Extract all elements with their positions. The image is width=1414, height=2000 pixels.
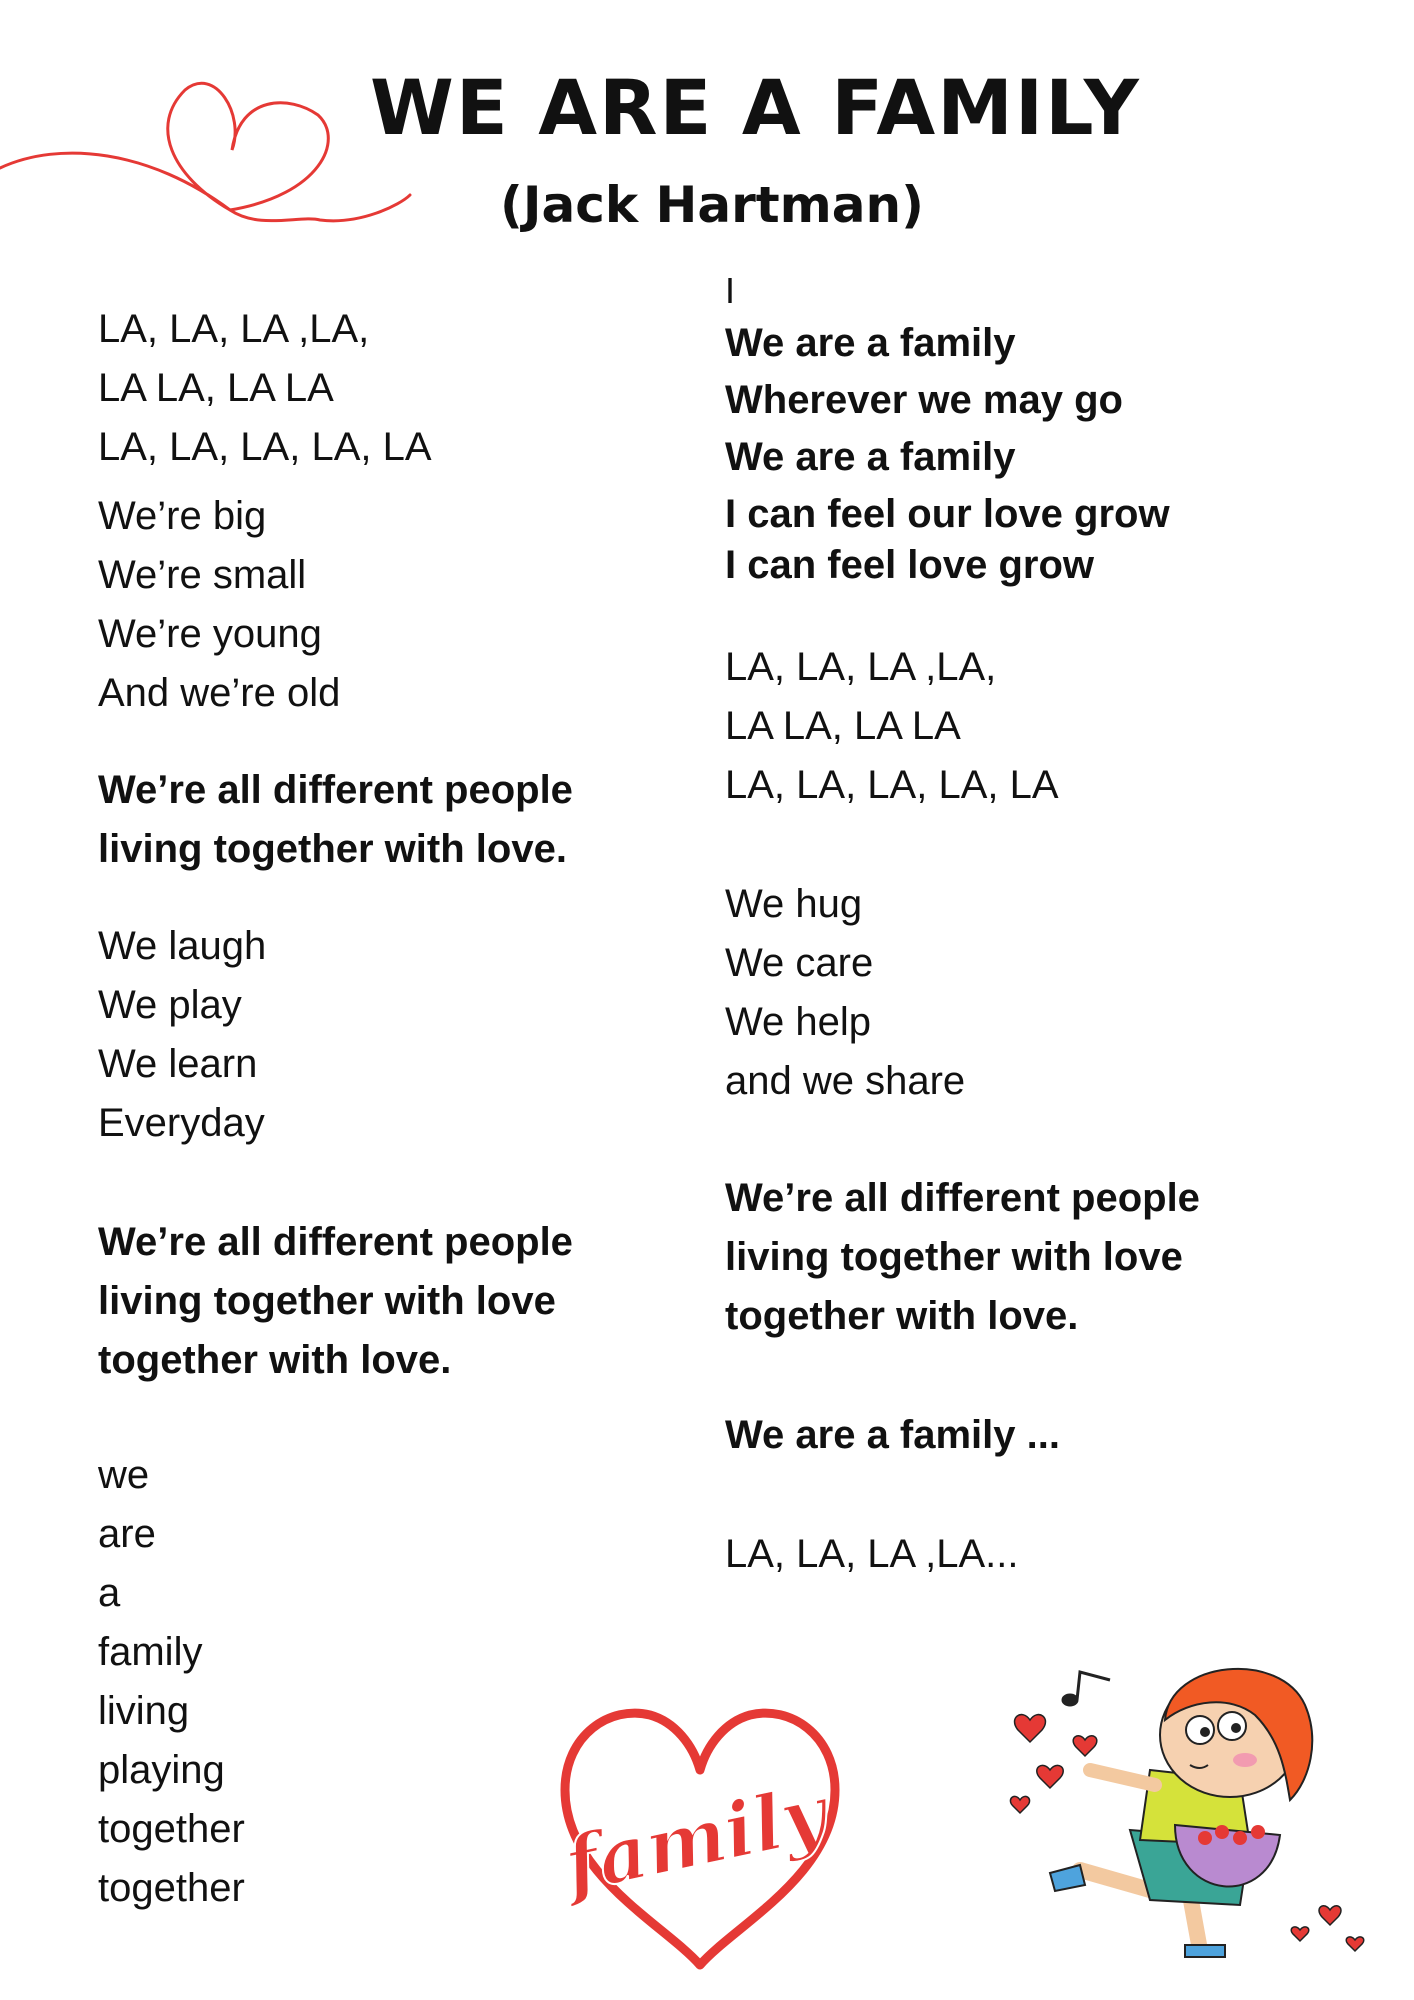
lyric-line: And we’re old bbox=[98, 671, 341, 715]
lyric-line: We play bbox=[98, 983, 242, 1027]
lyric-line: We help bbox=[725, 1000, 872, 1044]
stanza bbox=[725, 1525, 1200, 1584]
lyric-line: and we share bbox=[725, 1059, 966, 1103]
stanza bbox=[725, 638, 1200, 815]
left-column bbox=[98, 300, 573, 1918]
lyric-line: LA, LA, LA, LA, LA bbox=[98, 425, 432, 469]
lyric-line: together bbox=[98, 1807, 245, 1851]
chorus-line: I can feel love grow bbox=[725, 543, 1095, 587]
lyric-line: a bbox=[98, 1571, 121, 1615]
chorus bbox=[725, 315, 1200, 588]
lyric-line: LA LA, LA LA bbox=[725, 704, 961, 748]
family-heart-logo bbox=[545, 1690, 855, 1980]
heart-scribble-icon bbox=[0, 55, 420, 225]
chorus-line: We are a family bbox=[725, 321, 1016, 365]
chorus bbox=[98, 761, 573, 879]
chorus-line: living together with love bbox=[98, 1279, 556, 1323]
chorus-line: We’re all different people bbox=[98, 768, 573, 812]
lyric-line: Everyday bbox=[98, 1101, 265, 1145]
family-logo-text: family bbox=[557, 1767, 835, 1910]
chorus-line: We are a family ... bbox=[725, 1413, 1060, 1457]
lyric-line: We laugh bbox=[98, 924, 267, 968]
stray-character: I bbox=[725, 270, 736, 311]
page-title: WE ARE A FAMILY bbox=[370, 63, 1141, 152]
lyric-line: together bbox=[98, 1866, 245, 1910]
chorus-line: together with love. bbox=[98, 1338, 452, 1382]
stanza bbox=[98, 487, 573, 723]
lyric-line: We’re small bbox=[98, 553, 307, 597]
lyric-line: LA, LA, LA ,LA, bbox=[98, 307, 370, 351]
lyric-line: LA, LA, LA, LA, LA bbox=[725, 763, 1059, 807]
chorus-line: We are a family bbox=[725, 435, 1016, 479]
stanza bbox=[98, 917, 573, 1153]
lyric-line: are bbox=[98, 1512, 156, 1556]
chorus-line: Wherever we may go bbox=[725, 378, 1123, 422]
lyric-line: we bbox=[98, 1453, 150, 1497]
lyric-line: We learn bbox=[98, 1042, 258, 1086]
lyric-line: LA LA, LA LA bbox=[98, 366, 334, 410]
lyric-line: LA, LA, LA ,LA... bbox=[725, 1532, 1019, 1576]
chorus-line: I can feel our love grow bbox=[725, 492, 1170, 536]
stanza bbox=[98, 300, 573, 477]
chorus-line: We’re all different people bbox=[725, 1176, 1200, 1220]
lyric-line: LA, LA, LA ,LA, bbox=[725, 645, 997, 689]
chorus-line: living together with love bbox=[725, 1235, 1183, 1279]
stanza bbox=[725, 875, 1200, 1111]
chorus-line: together with love. bbox=[725, 1294, 1079, 1338]
lyric-line: playing bbox=[98, 1748, 225, 1792]
lyric-line: living bbox=[98, 1689, 190, 1733]
chorus-line: We’re all different people bbox=[98, 1220, 573, 1264]
chorus bbox=[98, 1213, 573, 1390]
page-subtitle: (Jack Hartman) bbox=[500, 176, 924, 234]
lyric-line: We hug bbox=[725, 882, 863, 926]
stanza bbox=[98, 1446, 573, 1918]
lyric-line: We’re big bbox=[98, 494, 267, 538]
lyric-line: family bbox=[98, 1630, 203, 1674]
lyric-line: We care bbox=[725, 941, 874, 985]
chorus-line: living together with love. bbox=[98, 827, 567, 871]
chorus bbox=[725, 1406, 1200, 1465]
right-column bbox=[725, 315, 1200, 1584]
chorus bbox=[725, 1169, 1200, 1346]
lyric-line: We’re young bbox=[98, 612, 322, 656]
child-throwing-hearts-illustration bbox=[1000, 1660, 1380, 1960]
